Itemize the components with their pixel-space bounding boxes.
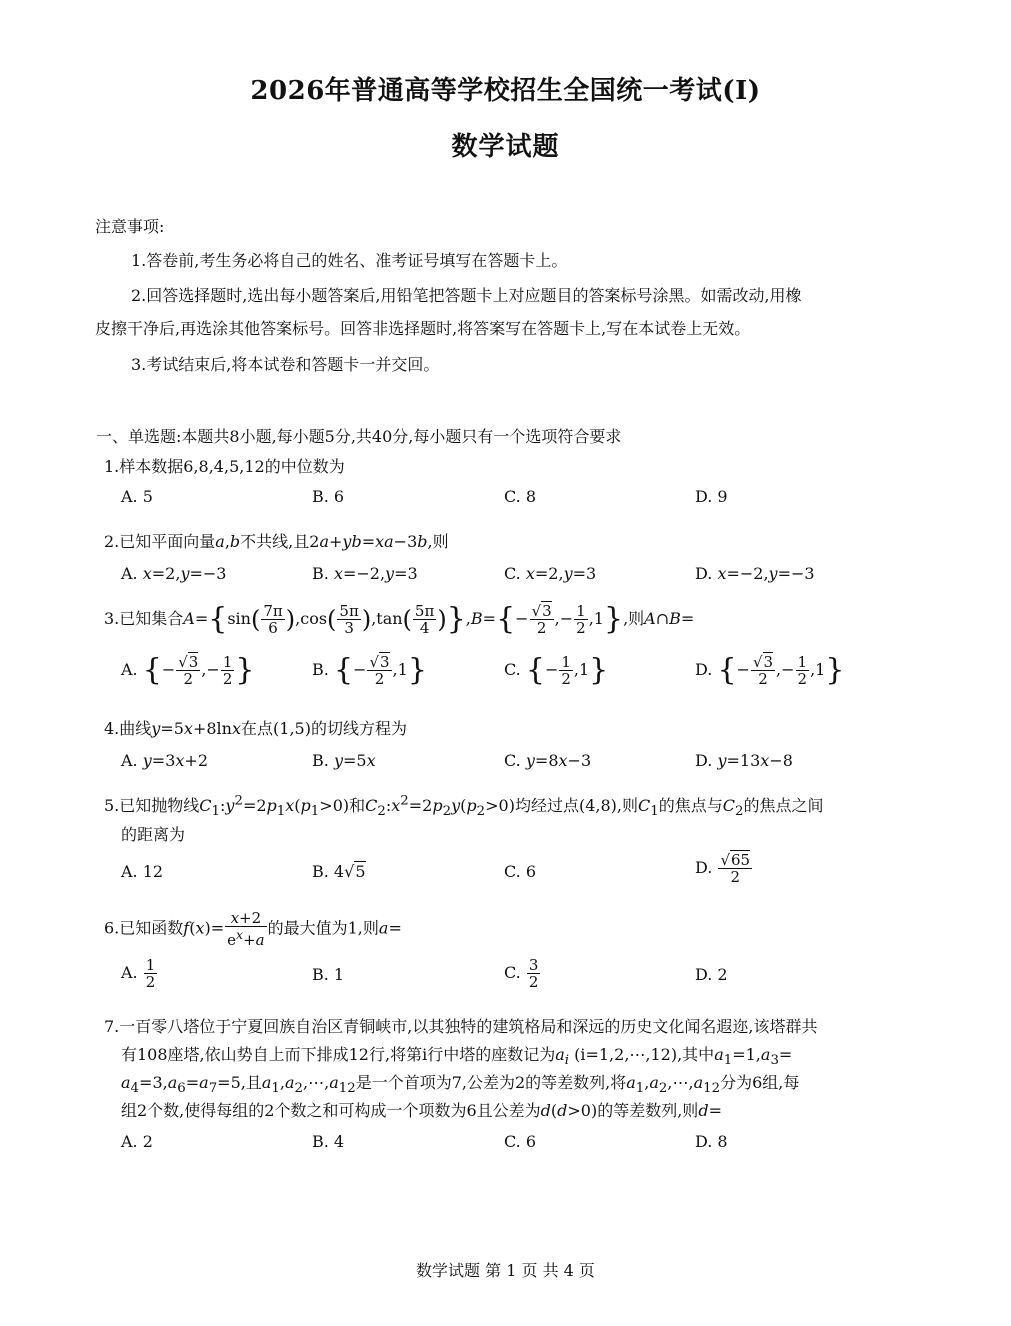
notice-item-1: 1.答卷前,考生务必将自己的姓名、准考证号填写在答题卡上。: [131, 251, 568, 270]
question-3-stem: 3.已知集合A={sin( $\frac{7\pi}{6}$ ),cos( $\frac{5\pi}{3}$ ),tan( $\frac{5\pi}{4}$ )},B={− $\frac{√3}{2}$ ,− $\frac{1}{2}$ ,1},则A∩B=: [104, 601, 695, 637]
question-7-option-c: C. 6: [504, 1132, 537, 1151]
question-4-option-b: B. y=5x: [312, 751, 376, 770]
question-4-option-d: D. y=13x−8: [695, 751, 793, 770]
question-1-option-b: B. 6: [312, 487, 345, 506]
question-2-stem: 2.已知平面向量a,b不共线,且2a+yb=xa−3b,则: [104, 532, 449, 551]
section-heading: 一、单选题:本题共8小题,每小题5分,共40分,每小题只有一个选项符合要求: [96, 427, 622, 446]
question-5-stem-line-2: 的距离为: [121, 825, 186, 844]
notice-heading: 注意事项:: [95, 217, 165, 236]
question-6-stem: 6.已知函数f(x)= $\frac{x+2}{e^x+a}$ 的最大值为1,则a=: [104, 909, 402, 949]
page-title: 2026年普通高等学校招生全国统一考试(I): [250, 76, 761, 106]
question-7-stem-line-1: 7.一百零八塔位于宁夏回族自治区青铜峡市,以其独特的建筑格局和深远的历史文化闻名遐迩,该塔群共: [104, 1017, 818, 1036]
page-subtitle: 数学试题: [451, 132, 560, 162]
question-1-option-d: D. 9: [695, 487, 728, 506]
question-6-option-a: A. $\frac{1}{2}$: [121, 956, 156, 991]
question-1-option-a: A. 5: [121, 487, 153, 506]
question-3-option-a: A. {− $\frac{√3}{2}$ ,− $\frac{1}{2}$ }: [121, 652, 255, 688]
question-3-option-d: D. {− $\frac{√3}{2}$ ,− $\frac{1}{2}$ ,1}: [695, 652, 845, 688]
notice-item-3: 3.考试结束后,将本试卷和答题卡一并交回。: [131, 355, 440, 374]
question-7-option-d: D. 8: [695, 1132, 728, 1151]
question-7-option-a: A. 2: [121, 1132, 153, 1151]
notice-item-2-line-2: 皮擦干净后,再选涂其他答案标号。回答非选择题时,将答案写在答题卡上,写在本试卷上无效。: [95, 319, 751, 338]
question-3-option-b: B. {− $\frac{√3}{2}$ ,1}: [312, 652, 427, 688]
question-6-option-d: D. 2: [695, 965, 728, 984]
question-2-option-b: B. x=−2,y=3: [312, 564, 418, 583]
question-6-option-c: C. $\frac{3}{2}$: [504, 956, 539, 991]
question-2-option-a: A. x=2,y=−3: [121, 564, 227, 583]
question-6-option-b: B. 1: [312, 965, 345, 984]
question-5-option-d: D. $\frac{√65}{2}$: [695, 851, 751, 886]
question-2-option-d: D. x=−2,y=−3: [695, 564, 815, 583]
question-7-stem-line-4: 组2个数,使得每组的2个数之和可构成一个项数为6且公差为d(d>0)的等差数列,则d=: [121, 1101, 722, 1120]
question-4-option-c: C. y=8x−3: [504, 751, 592, 770]
question-5-option-a: A. 12: [121, 862, 164, 881]
question-4-option-a: A. y=3x+2: [121, 751, 208, 770]
question-5-option-b: B. 4√5: [312, 862, 366, 881]
question-1-stem: 1.样本数据6,8,4,5,12的中位数为: [104, 457, 345, 476]
question-7-option-b: B. 4: [312, 1132, 345, 1151]
question-7-stem-line-3: $a_4=3,a_6=a_7=5$,且$a_1,a_2,\cdots,a_{12}$是一个首项为7,公差为2的等差数列,将$a_1,a_2,\cdots,a_{12}$分为6组,每: [121, 1073, 800, 1097]
question-2-option-c: C. x=2,y=3: [504, 564, 597, 583]
question-1-option-c: C. 8: [504, 487, 537, 506]
notice-item-2-line-1: 2.回答选择题时,选出每小题答案后,用铅笔把答题卡上对应题目的答案标号涂黑。如需改动,用橡: [131, 286, 802, 305]
question-5-stem: 5.已知抛物线$C_1:y^2=2p_1x(p_1>0)$和$C_2:x^2=2p_2y(p_2>0)$均经过点(4,8),则$C_1$的焦点与$C_2$的焦点之间: [104, 793, 824, 820]
question-3-option-c: C. {− $\frac{1}{2}$ ,1}: [504, 652, 609, 688]
question-5-option-c: C. 6: [504, 862, 537, 881]
question-4-stem: 4.曲线y=5x+8lnx在点(1,5)的切线方程为: [104, 719, 407, 738]
question-7-stem-line-2: 有108座塔,依山势自上而下排成12行,将第i行中塔的座数记为$a_i$ (i=1,2,⋯,12),其中$a_1=1,a_3=$: [121, 1045, 793, 1069]
page-footer: 数学试题 第 1 页 共 4 页: [416, 1261, 595, 1280]
